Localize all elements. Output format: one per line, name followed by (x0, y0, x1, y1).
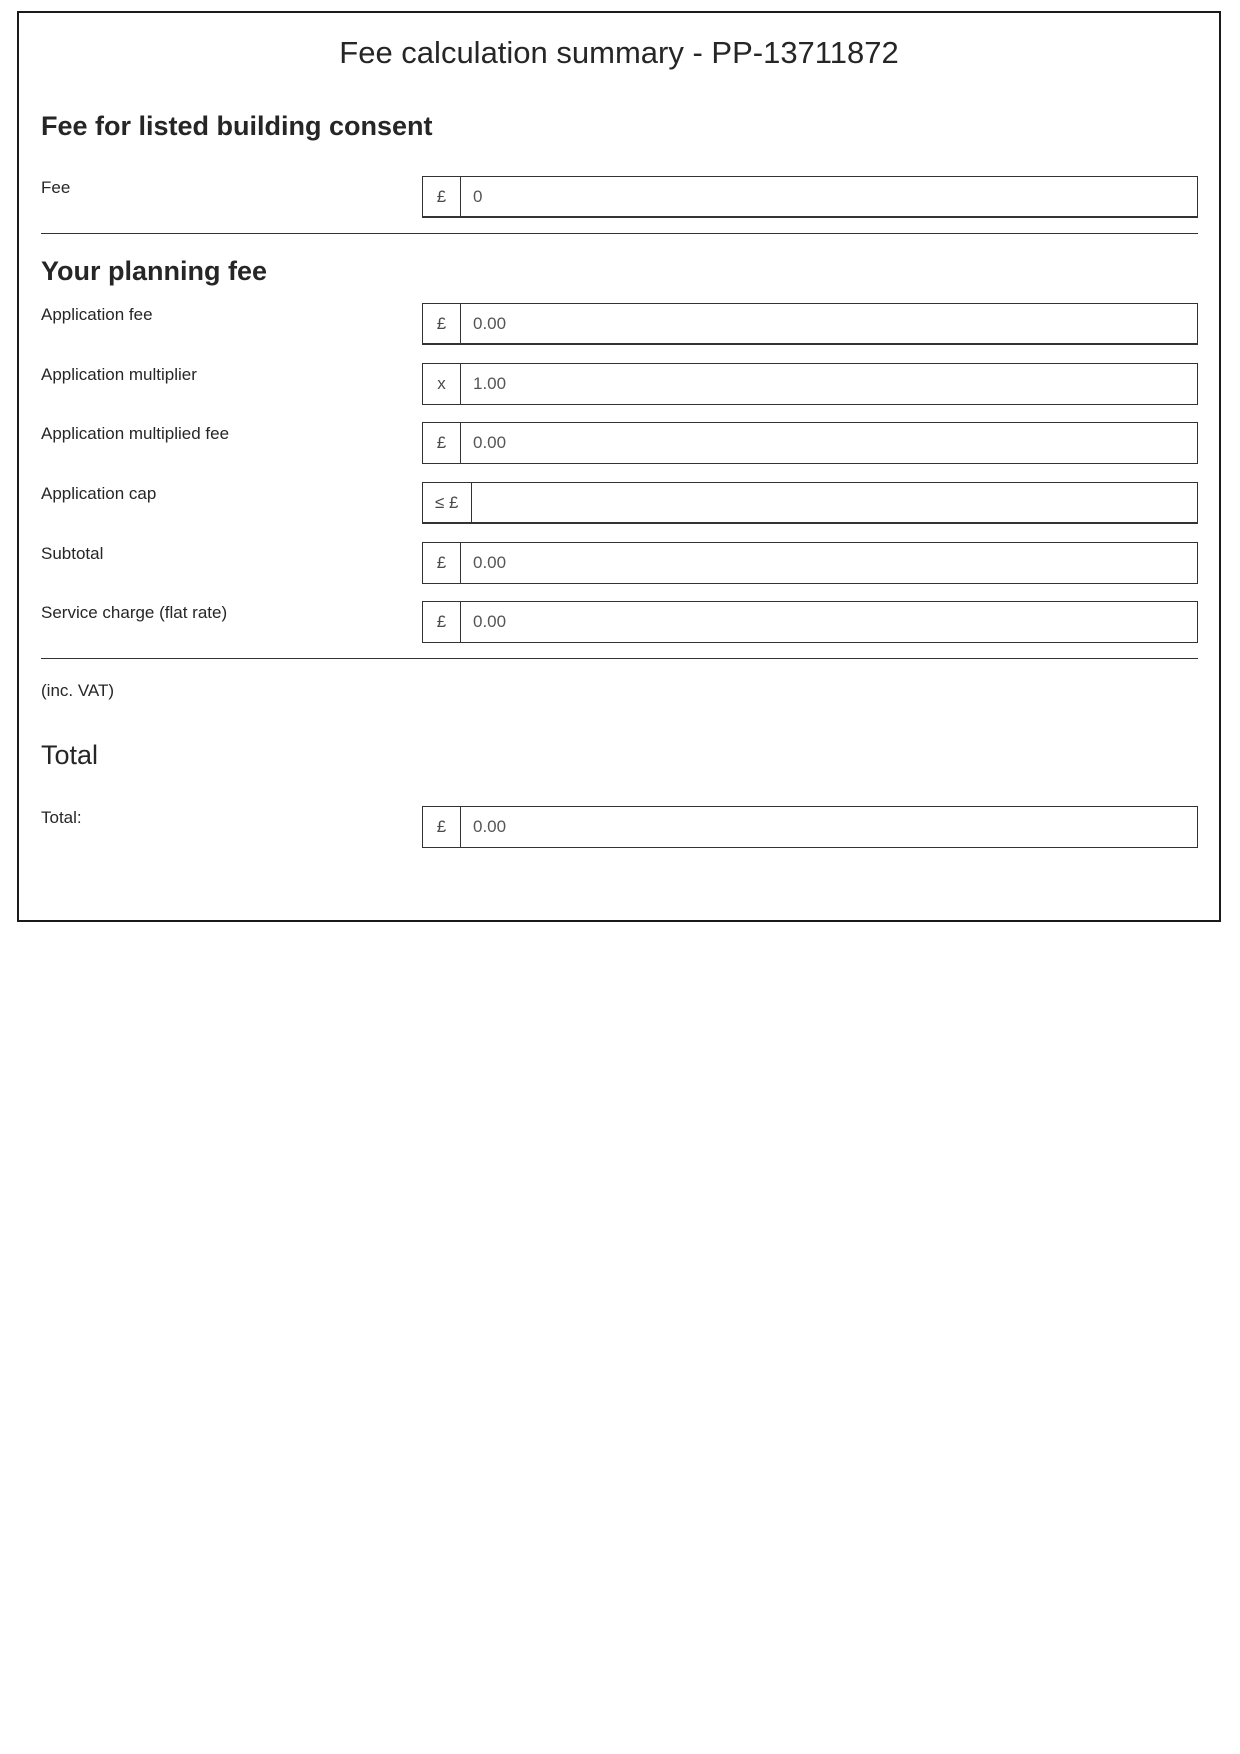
subtotal-field[interactable] (422, 542, 1198, 584)
application-multiplier-value[interactable]: 1.00 (473, 374, 507, 393)
subtotal-value[interactable]: 0.00 (473, 553, 507, 572)
application-multiplied-fee-value[interactable]: 0.00 (473, 433, 507, 452)
currency-prefix: £ (423, 807, 461, 847)
total-heading: Total (41, 740, 99, 770)
currency-prefix: £ (423, 543, 461, 583)
application-cap-field[interactable] (422, 482, 1198, 524)
service-charge-label: Service charge (flat rate) (41, 603, 228, 622)
application-fee-field[interactable] (422, 303, 1198, 345)
total-field[interactable] (422, 806, 1198, 848)
application-cap-label: Application cap (41, 484, 157, 503)
fee-field[interactable] (422, 176, 1198, 218)
vat-note: (inc. VAT) (41, 681, 115, 700)
fee-label: Fee (41, 178, 71, 197)
application-multiplier-field[interactable] (422, 363, 1198, 405)
application-fee-value[interactable]: 0.00 (473, 313, 507, 333)
fee-summary-panel (17, 11, 1221, 922)
fee-value[interactable]: 0 (473, 186, 483, 206)
application-cap-value[interactable] (472, 483, 1197, 522)
currency-prefix: £ (423, 304, 461, 343)
multiplier-prefix: x (423, 364, 461, 404)
currency-prefix: £ (423, 177, 461, 216)
listed-building-heading: Fee for listed building consent (41, 111, 433, 141)
subtotal-label: Subtotal (41, 544, 104, 563)
currency-prefix: £ (423, 602, 461, 642)
page-title: Fee calculation summary - PP-13711872 (339, 35, 899, 70)
section-divider (41, 233, 1198, 234)
application-fee-label: Application fee (41, 305, 153, 324)
application-multiplier-label: Application multiplier (41, 365, 197, 384)
service-charge-value[interactable]: 0.00 (473, 612, 507, 631)
application-multiplied-fee-label: Application multiplied fee (41, 424, 230, 443)
application-multiplied-fee-field[interactable] (422, 422, 1198, 464)
service-charge-field[interactable] (422, 601, 1198, 643)
currency-prefix: £ (423, 423, 461, 463)
cap-prefix: ≤ £ (423, 483, 472, 522)
planning-fee-heading: Your planning fee (41, 256, 268, 286)
total-value[interactable]: 0.00 (473, 817, 507, 836)
total-label: Total: (41, 808, 82, 827)
section-divider (41, 658, 1198, 659)
